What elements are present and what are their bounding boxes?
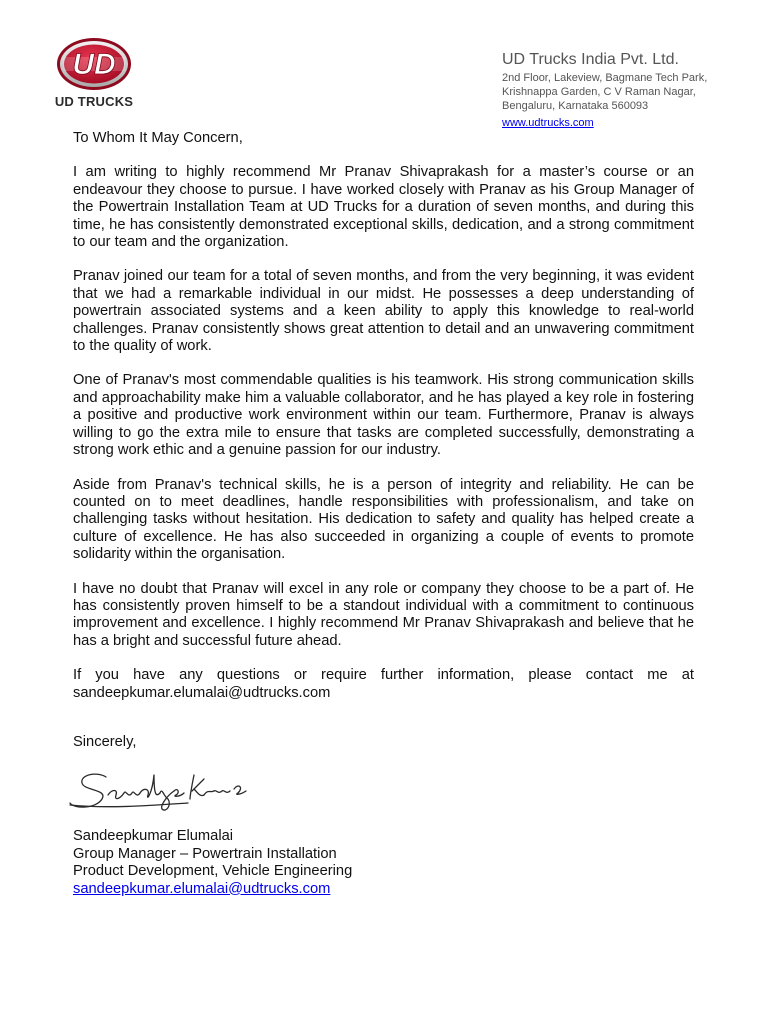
company-name: UD Trucks India Pvt. Ltd. — [502, 51, 679, 68]
closing: Sincerely, — [73, 733, 137, 750]
signatory-department: Product Development, Vehicle Engineering — [73, 863, 353, 879]
letter-paragraph: I have no doubt that Pranav will excel in any role or company they choose to be a part of. He has consistently proven himself to be a standout individual with a commitment to continuous improvement and excellence. I highly recommend Mr Pranav Shivaprakash and believe that he has a bright and successful future ahead. — [73, 580, 694, 649]
contact-paragraph: If you have any questions or require further information, please contact me at sandeepkumar.elumalai@udtrucks.com — [73, 667, 694, 701]
signatory-block — [73, 828, 352, 898]
letter-paragraph: One of Pranav's most commendable qualities is his teamwork. His strong communication skills and approachability make him a valuable collaborator, and he has played a key role in fostering a positive and productive work environment within our team. Furthermore, Pranav is always willing to go the extra mile to ensure that tasks are completed successfully, demonstrating a strong work ethic and a genuine passion for our industry. — [73, 372, 694, 459]
address-line: Bengaluru, Karnataka 560093 — [502, 100, 649, 112]
ud-emblem-icon — [44, 36, 144, 92]
signatory-email-link[interactable]: sandeepkumar.elumalai@udtrucks.com — [73, 880, 331, 897]
signatory-name: Sandeepkumar Elumalai — [73, 828, 234, 844]
emblem-text: UD — [72, 48, 116, 81]
handwritten-signature-icon — [68, 765, 248, 817]
greeting: To Whom It May Concern, — [73, 130, 243, 146]
letter-body — [73, 130, 694, 751]
address-line: 2nd Floor, Lakeview, Bagmane Tech Park, — [502, 72, 708, 84]
brand-name: UD TRUCKS — [54, 94, 134, 109]
address-line: Krishnappa Garden, C V Raman Nagar, — [502, 86, 696, 98]
letter-paragraph: Pranav joined our team for a total of seven months, and from the very beginning, it was evident that we had a remarkable individual in our midst. He possesses a deep understanding of powertrain associated systems and a keen ability to apply this knowledge to real-world challenges. Pranav consistently shows great attention to detail and an unwavering commitment to the quality of work. — [73, 268, 694, 355]
signatory-title: Group Manager – Powertrain Installation — [73, 845, 337, 862]
ud-trucks-logo — [44, 36, 144, 110]
company-website-link[interactable]: www.udtrucks.com — [502, 117, 594, 129]
letter-paragraph: I am writing to highly recommend Mr Pranav Shivaprakash for a master’s course or an endeavour they choose to pursue. I have worked closely with Pranav as his Group Manager of the Powertrain Installation Team at UD Trucks for a duration of seven months, and during this time, he has consistently demonstrated exceptional skills, dedication, and a strong commitment to our team and the organization. — [73, 164, 694, 251]
letter-paragraph: Aside from Pranav's technical skills, he is a person of integrity and reliability. He can be counted on to meet deadlines, handle responsibilities with professionalism, and take on challenging tasks without hesitation. His dedication to safety and quality has helped create a culture of excellence. He has also succeeded in organizing a couple of events to promote solidarity within the organisation. — [73, 476, 694, 563]
company-address-block — [502, 50, 752, 131]
